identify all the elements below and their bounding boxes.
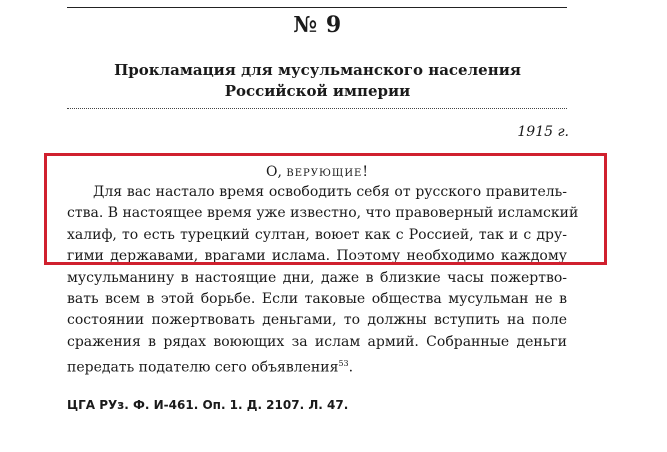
document-date: 1915 г. xyxy=(517,124,569,140)
salutation-word: верующие! xyxy=(286,164,369,180)
body-line: вать всем в этой борьбе. Если таковые общества мусульман не в xyxy=(67,290,567,307)
document-title xyxy=(0,60,635,102)
body-line: мусульманину в настоящие дни, даже в близкие часы пожертво- xyxy=(67,269,567,286)
body-line-last xyxy=(67,353,567,374)
red-highlight-box xyxy=(44,153,607,265)
body-line: сражения в рядах воюющих за ислам армий. Собранные деньги xyxy=(67,333,567,350)
archive-source-citation: ЦГА РУз. Ф. И-461. Оп. 1. Д. 2107. Л. 47. xyxy=(67,398,349,412)
body-line: ства. В настоящее время уже известно, что правоверный исламский xyxy=(67,205,579,222)
body-end-punctuation: . xyxy=(348,359,354,376)
title-line-1: Прокламация для мусульманского населения xyxy=(114,61,521,79)
top-rule xyxy=(67,7,567,8)
dotted-rule xyxy=(67,108,567,109)
body-line: состоянии пожертвовать деньгами, то должны вступить на поле xyxy=(67,312,567,329)
footnote-reference[interactable]: 53 xyxy=(338,359,349,369)
title-line-2: Российской империи xyxy=(224,82,411,100)
body-line-last-text: передать подателю сего объявления xyxy=(67,359,339,376)
document-number: № 9 xyxy=(293,12,342,38)
body-line: Для вас настало время освободить себя от русского правитель- xyxy=(93,184,567,200)
salutation-prefix: О, xyxy=(266,164,287,180)
body-line: халиф, то есть турецкий султан, воюет как с Россией, так и с дру- xyxy=(67,226,567,243)
body-line: гими державами, врагами ислама. Поэтому необходимо каждому xyxy=(67,248,567,265)
